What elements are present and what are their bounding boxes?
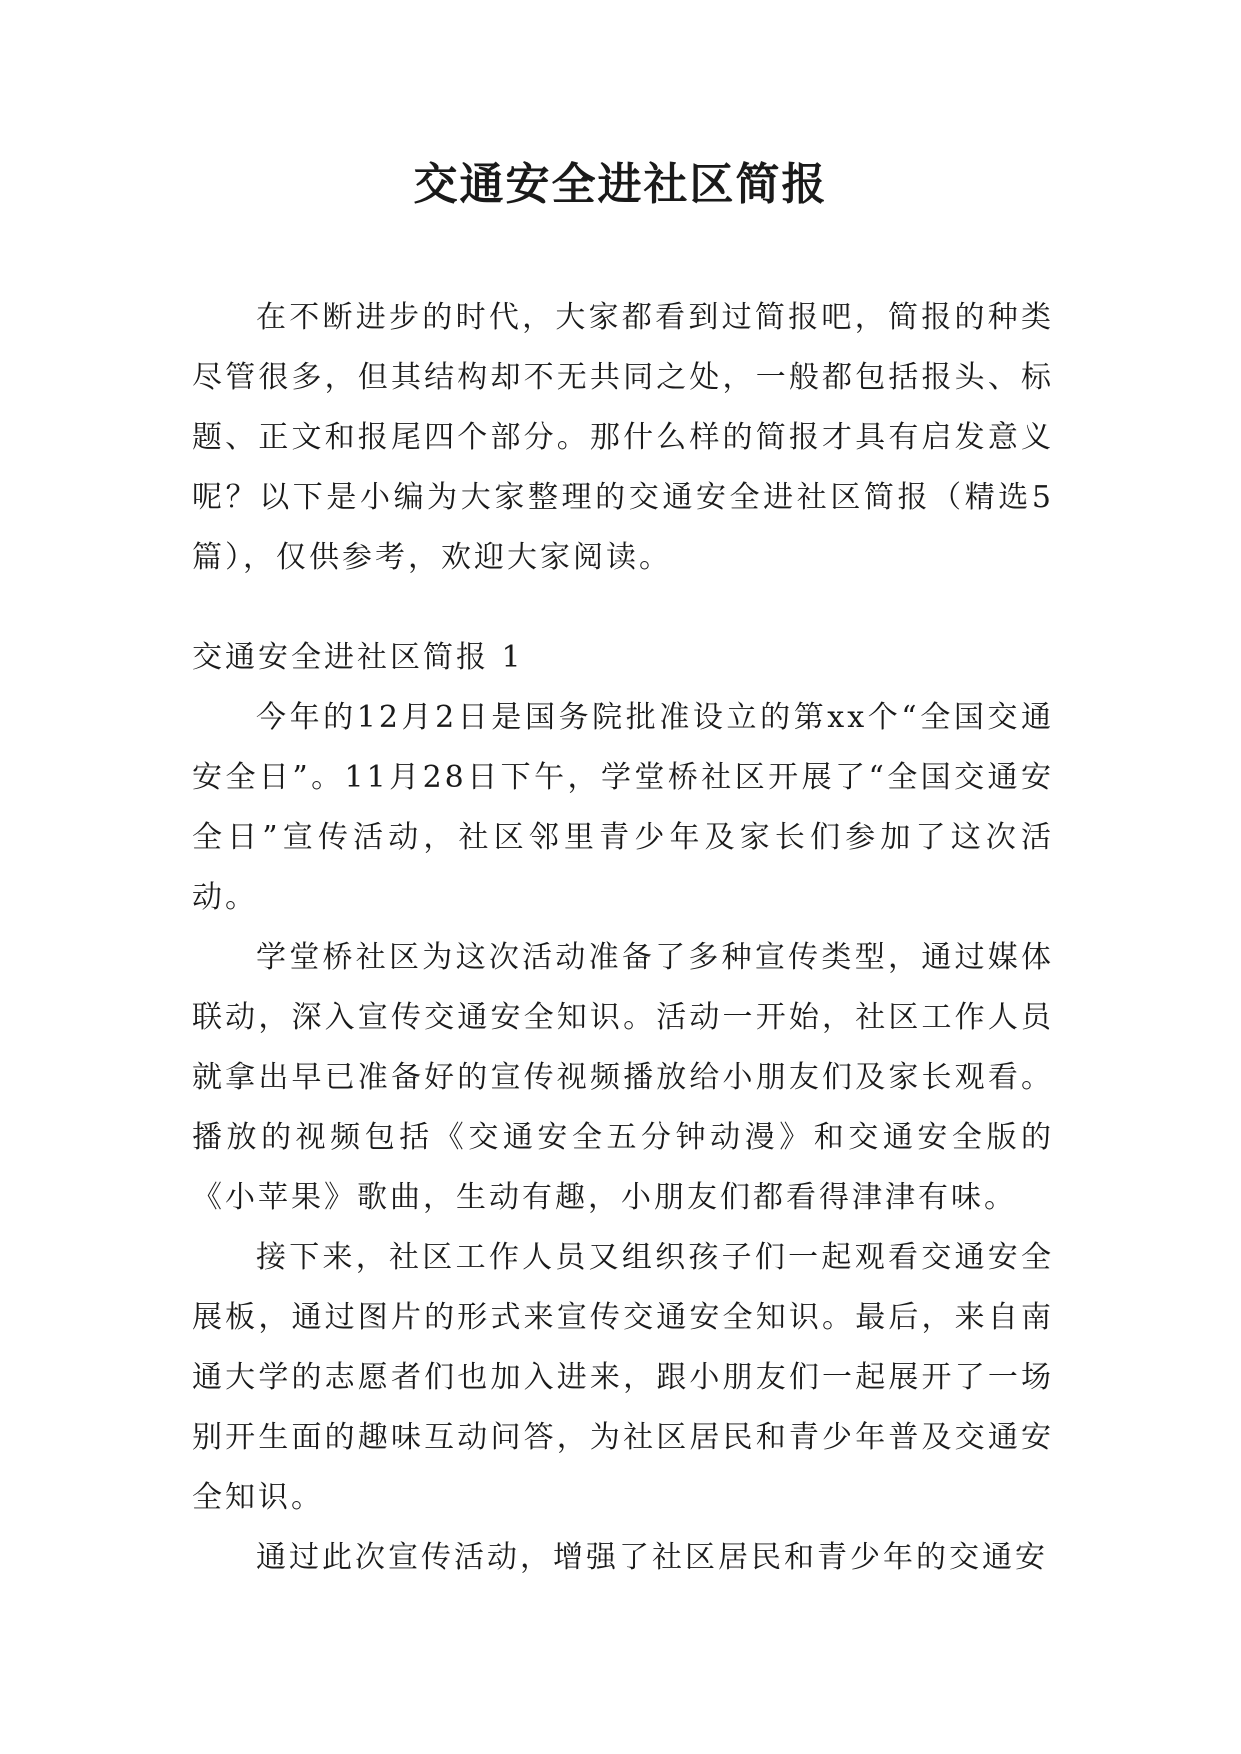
document-title: 交通安全进社区简报 (413, 159, 828, 210)
body-paragraph: 学堂桥社区为这次活动准备了多种宣传类型，通过媒体联动，深入宣传交通安全知识。活动一开始，社区工作人员就拿出早已准备好的宣传视频播放给小朋友们及家长观看。播放的视频包括《交通安全五分钟动漫》和交通安全版的《小苹果》歌曲，生动有趣，小朋友们都看得津津有味。 (192, 940, 1054, 1215)
body-paragraph: 接下来，社区工作人员又组织孩子们一起观看交通安全展板，通过图片的形式来宣传交通安全知识。最后，来自南通大学的志愿者们也加入进来，跟小朋友们一起展开了一场别开生面的趣味互动问答，为社区居民和青少年普及交通安全知识。 (192, 1240, 1054, 1515)
body-paragraph: 今年的12月2日是国务院批准设立的第xx个“全国交通安全日”。11月28日下午，学堂桥社区开展了“全国交通安全日”宣传活动，社区邻里青少年及家长们参加了这次活动。 (192, 700, 1054, 915)
document-body (192, 288, 1054, 1588)
section-heading: 交通安全进社区简报 1 (192, 640, 524, 675)
body-paragraph: 通过此次宣传活动，增强了社区居民和青少年的交通安 (256, 1540, 1048, 1575)
intro-paragraph: 在不断进步的时代，大家都看到过简报吧，简报的种类尽管很多，但其结构却不无共同之处，一般都包括报头、标题、正文和报尾四个部分。那什么样的简报才具有启发意义呢？以下是小编为大家整理的交通安全进社区简报（精选5篇），仅供参考，欢迎大家阅读。 (192, 300, 1054, 575)
